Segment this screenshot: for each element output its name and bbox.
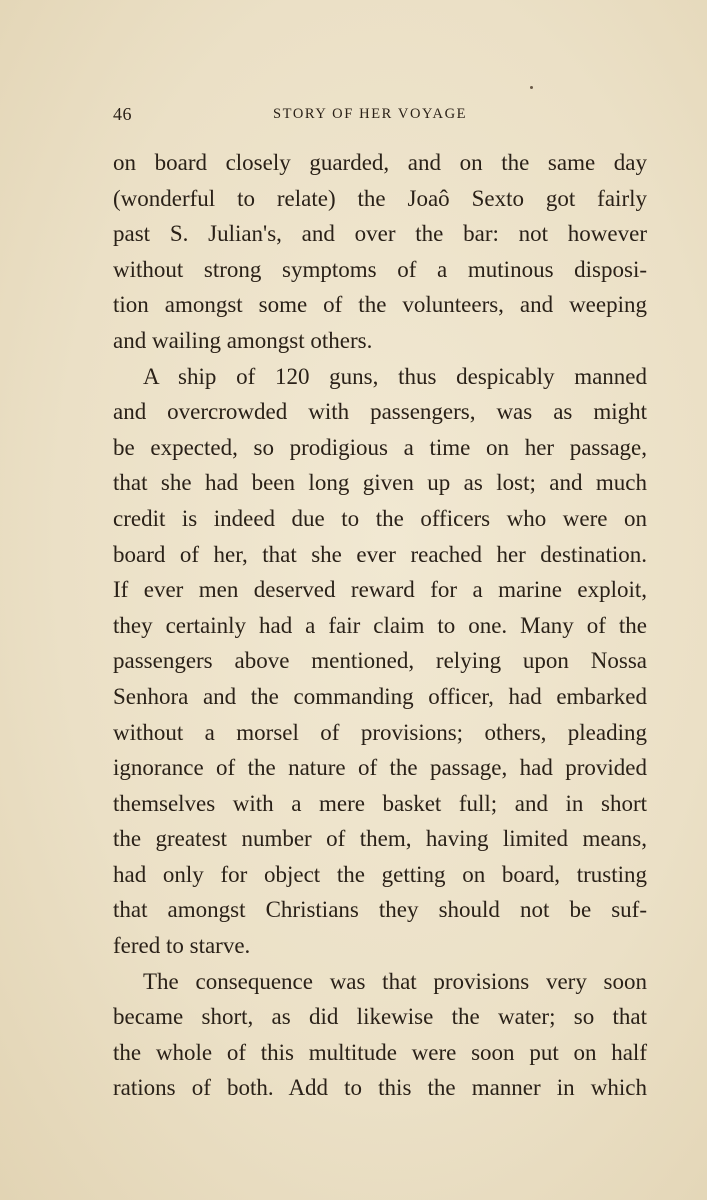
text-line: and overcrowded with passengers, was as might (113, 399, 647, 425)
page-header (113, 104, 647, 128)
text-line: without strong symptoms of a mutinous disposi- (113, 256, 647, 282)
text-line: Senhora and the commanding officer, had embarked (113, 683, 647, 709)
text-line: passengers above mentioned, relying upon Nossa (113, 648, 647, 674)
page-number: 46 (113, 104, 132, 124)
text-line: that she had been long given up as lost; and much (113, 470, 647, 496)
text-line: they certainly had a fair claim to one. Many of the (113, 612, 647, 638)
text-line: If ever men deserved reward for a marine exploit, (113, 577, 647, 603)
text-line: tion amongst some of the volunteers, and weeping (113, 292, 647, 318)
text-line: A ship of 120 guns, thus despicably manned (143, 363, 647, 389)
text-line: themselves with a mere basket full; and in short (113, 790, 647, 816)
text-line: (wonderful to relate) the Joaô Sexto got fairly (113, 185, 647, 211)
text-line: fered to starve. (113, 933, 251, 959)
text-line: the whole of this multitude were soon put on half (113, 1039, 647, 1065)
text-line: on board closely guarded, and on the same day (113, 150, 647, 175)
text-line: credit is indeed due to the officers who were on (113, 505, 647, 531)
text-line: had only for object the getting on board, trusting (113, 861, 647, 887)
text-line: the greatest number of them, having limited means, (113, 826, 647, 852)
text-line: board of her, that she ever reached her destination. (113, 541, 647, 567)
text-line: became short, as did likewise the water; so that (113, 1004, 647, 1030)
ink-speck (530, 86, 533, 89)
text-line: be expected, so prodigious a time on her passage, (113, 434, 647, 460)
text-line: rations of both. Add to this the manner in which (113, 1075, 647, 1101)
text-line: ignorance of the nature of the passage, had provided (113, 755, 647, 781)
running-head: STORY OF HER VOYAGE (273, 106, 468, 122)
text-line: The consequence was that provisions very soon (143, 968, 647, 994)
text-line: and wailing amongst others. (113, 327, 373, 353)
text-line: that amongst Christians they should not be suf- (113, 897, 647, 923)
text-line: without a morsel of provisions; others, pleading (113, 719, 647, 745)
body-text (113, 145, 647, 1106)
text-line: past S. Julian's, and over the bar: not however (113, 221, 647, 247)
